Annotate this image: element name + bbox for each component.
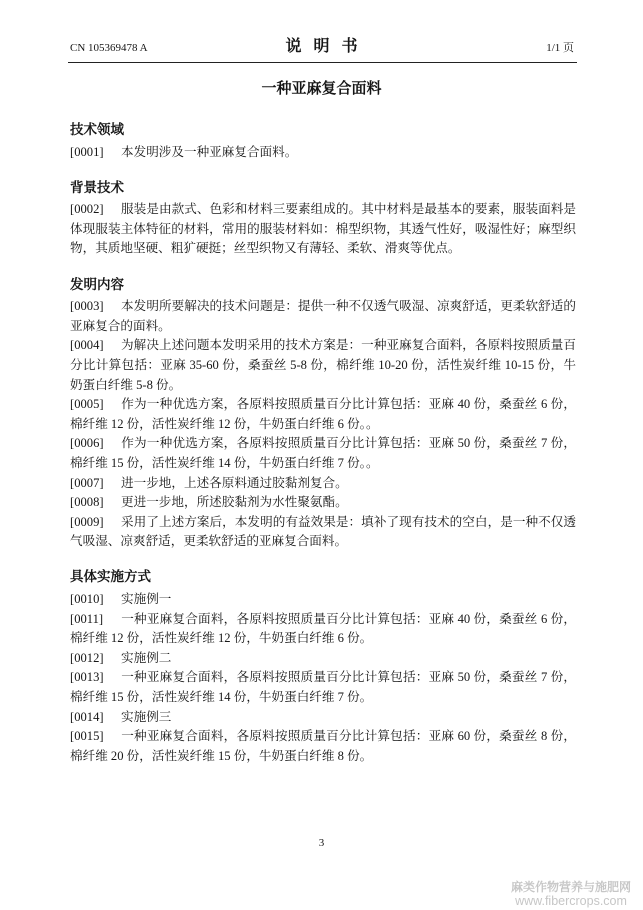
section-summary: [70, 275, 576, 552]
page-number: 3: [318, 837, 325, 849]
paragraph-0015: [70, 727, 576, 766]
paragraph-0007: [70, 474, 576, 494]
paragraph-number: [0011]: [70, 611, 104, 626]
paragraph-number: [0013]: [70, 670, 104, 685]
section-heading: 发明内容: [70, 276, 124, 292]
site-watermark: [504, 880, 638, 908]
paragraph-text: 本发明所要解决的技术问题是：提供一种不仅透气吸湿、凉爽舒适，更柔软舒适的亚麻复合的面料。: [70, 299, 576, 333]
paragraph-0009: [70, 513, 576, 552]
paragraph-number: [0004]: [70, 338, 104, 353]
section-heading: 具体实施方式: [70, 569, 151, 585]
paragraph-text: 一种亚麻复合面料，各原料按照质量百分比计算包括：亚麻 60 份，桑蚕丝 8 份，棉纤维 20 份，活性炭纤维 15 份，牛奶蛋白纤维 8 份。: [70, 729, 576, 763]
paragraph-number: [0001]: [70, 144, 104, 159]
paragraph-number: [0005]: [70, 397, 104, 412]
paragraph-number: [0014]: [70, 709, 104, 724]
paragraph-text: 一种亚麻复合面料，各原料按照质量百分比计算包括：亚麻 50 份，桑蚕丝 7 份，棉纤维 15 份，活性炭纤维 14 份，牛奶蛋白纤维 7 份。: [70, 670, 576, 704]
paragraph-text: 实施例二: [121, 650, 172, 665]
paragraph-0001: [70, 143, 576, 163]
paragraph-text: 为解决上述问题本发明采用的技术方案是：一种亚麻复合面料，各原料按照质量百分比计算包括：亚麻 35-60 份，桑蚕丝 5-8 份，棉纤维 10-20 份，活性炭纤维 10-15 份，牛奶蛋白纤维 5-8 份。: [70, 338, 576, 392]
paragraph-text: 实施例三: [121, 709, 172, 724]
paragraph-text: 作为一种优选方案，各原料按照质量百分比计算包括：亚麻 40 份，桑蚕丝 6 份，棉纤维 12 份，活性炭纤维 12 份，牛奶蛋白纤维 6 份。。: [70, 397, 576, 431]
paragraph-0002: [70, 200, 576, 259]
paragraph-number: [0003]: [70, 299, 104, 314]
paragraph-0012: [70, 649, 576, 669]
section-technical-field: [70, 120, 576, 162]
section-background: [70, 178, 576, 259]
section-heading: 背景技术: [70, 179, 124, 195]
paragraph-0008: [70, 493, 576, 513]
paragraph-0006: [70, 434, 576, 473]
paragraph-text: 作为一种优选方案，各原料按照质量百分比计算包括：亚麻 50 份，桑蚕丝 7 份，棉纤维 15 份，活性炭纤维 14 份，牛奶蛋白纤维 7 份。。: [70, 436, 576, 470]
document-title: 一种亚麻复合面料: [261, 81, 382, 97]
paragraph-text: 实施例一: [121, 591, 172, 606]
document-body: [70, 120, 576, 766]
paragraph-text: 服装是由款式、色彩和材料三要素组成的。其中材料是最基本的要素，服装面料是体现服装主体特征的材料，常用的服装材料如：棉型织物，其透气性好，吸湿性好；麻型织物，其质地坚硬、粗犷硬挺；丝型织物又有薄轻、柔软、滑爽等优点。: [70, 202, 576, 256]
section-detailed-description: [70, 567, 576, 766]
paragraph-0014: [70, 708, 576, 728]
paragraph-number: [0007]: [70, 475, 104, 490]
paragraph-0010: [70, 590, 576, 610]
watermark-site-name: 麻类作物营养与施肥网: [510, 880, 631, 894]
paragraph-number: [0012]: [70, 650, 104, 665]
header-divider: [68, 62, 577, 63]
paragraph-number: [0006]: [70, 436, 104, 451]
page-count: 1/1 页: [546, 42, 574, 54]
paragraph-0005: [70, 395, 576, 434]
paragraph-text: 进一步地，上述各原料通过胶黏剂复合。: [121, 475, 348, 490]
paragraph-text: 更进一步地，所述胶黏剂为水性聚氨酯。: [121, 495, 348, 510]
paragraph-0011: [70, 610, 576, 649]
publication-number: CN 105369478 A: [70, 42, 148, 54]
paragraph-text: 本发明涉及一种亚麻复合面料。: [121, 144, 298, 159]
paragraph-0004: [70, 336, 576, 395]
paragraph-number: [0010]: [70, 591, 104, 606]
paragraph-number: [0015]: [70, 729, 104, 744]
paragraph-0013: [70, 668, 576, 707]
document-type: 说 明 书: [285, 38, 362, 55]
paragraph-text: 采用了上述方案后，本发明的有益效果是：填补了现有技术的空白，是一种不仅透气吸湿、凉爽舒适，更柔软舒适的亚麻复合面料。: [70, 514, 576, 549]
paragraph-number: [0002]: [70, 202, 104, 217]
paragraph-0003: [70, 297, 576, 336]
paragraph-number: [0008]: [70, 495, 104, 510]
watermark-url: www.fibercrops.com: [515, 894, 627, 908]
paragraph-number: [0009]: [70, 514, 104, 529]
section-heading: 技术领域: [70, 122, 124, 137]
paragraph-text: 一种亚麻复合面料，各原料按照质量百分比计算包括：亚麻 40 份，桑蚕丝 6 份，棉纤维 12 份，活性炭纤维 12 份，牛奶蛋白纤维 6 份。: [70, 611, 576, 646]
